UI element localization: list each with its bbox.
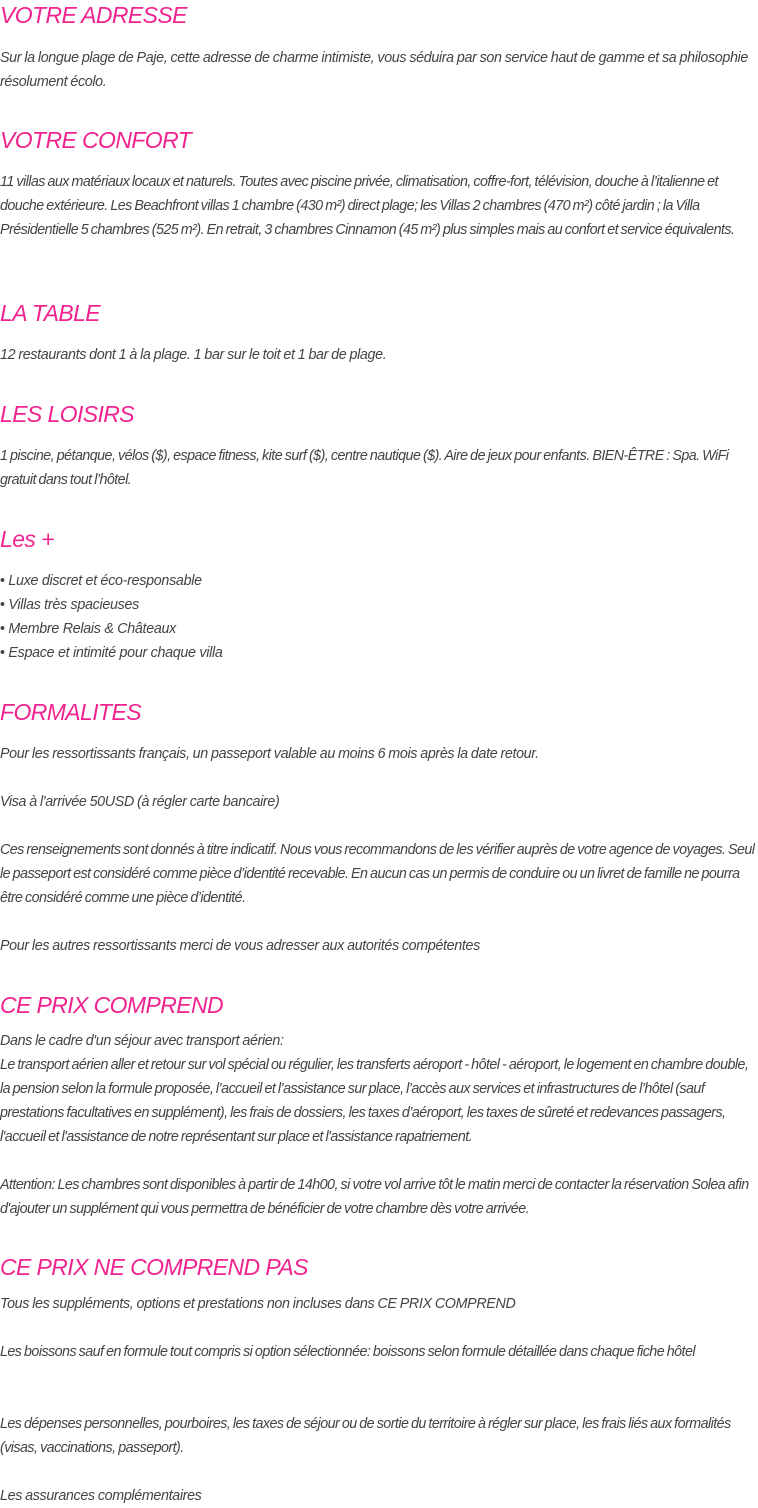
bullet-icon: •	[0, 645, 5, 661]
section-title-formalites: FORMALITES	[0, 699, 141, 725]
ne-comprend-pas-paragraph: Tous les suppléments, options et prestations non incluses dans CE PRIX COMPREND	[0, 1296, 516, 1312]
loisirs-paragraph: 1 piscine, pétanque, vélos ($), espace fitness, kite surf ($), centre nautique ($). Aire de jeux pour enfants. BIEN-ÊTRE : Spa. WiFi gratuit dans tout l’hôtel.	[0, 448, 729, 488]
section-title-loisirs: LES LOISIRS	[0, 401, 135, 427]
list-item: • Luxe discret et éco-responsable	[0, 573, 202, 589]
bullet-icon: •	[0, 573, 5, 589]
section-title-comprend: CE PRIX COMPREND	[0, 992, 223, 1018]
comprend-paragraph: Le transport aérien aller et retour sur vol spécial ou régulier, les transferts aéroport - hôtel - aéroport, le logement en chambre double, la pension selon la formule proposée, l’accueil et l’assistance sur place, l’accès aux services et infrastructures de l’hôtel (sauf prestations facultatives en supplément), les frais de dossiers, les taxes d’aéroport, les taxes de sûreté et redevances passagers, l'accueil et l'assistance de notre représentant sur place et l'assistance rapatriement.	[0, 1057, 749, 1145]
section-title-table: LA TABLE	[0, 300, 101, 326]
section-title-plus: Les +	[0, 526, 54, 552]
ne-comprend-pas-paragraph: Les dépenses personnelles, pourboires, les taxes de séjour ou de sortie du territoire à régler sur place, les frais liés aux formalités (visas, vaccinations, passeport).	[0, 1416, 731, 1456]
formalites-paragraph: Ces renseignements sont donnés à titre indicatif. Nous vous recommandons de les vérifier auprès de votre agence de voyages. Seul le passeport est considéré comme pièce d’identité recevable. En aucun cas un permis de conduire ou un livret de famille ne pourra être considéré comme une pièce d’identité.	[0, 842, 755, 906]
formalites-paragraph: Visa à l'arrivée 50USD (à régler carte bancaire)	[0, 794, 280, 810]
formalites-paragraph: Pour les ressortissants français, un passeport valable au moins 6 mois après la date retour.	[0, 746, 539, 762]
list-item: • Espace et intimité pour chaque villa	[0, 645, 223, 661]
adresse-paragraph: Sur la longue plage de Paje, cette adresse de charme intimiste, vous séduira par son service haut de gamme et sa philosophie résolument écolo.	[0, 50, 748, 90]
section-title-confort: VOTRE CONFORT	[0, 127, 192, 153]
bullet-icon: •	[0, 597, 5, 613]
list-item: • Villas très spacieuses	[0, 597, 140, 613]
list-item: • Membre Relais & Châteaux	[0, 621, 177, 637]
section-title-ne-comprend-pas: CE PRIX NE COMPREND PAS	[0, 1254, 308, 1280]
ne-comprend-pas-paragraph: Les assurances complémentaires	[0, 1488, 202, 1504]
comprend-paragraph: Attention: Les chambres sont disponibles à partir de 14h00, si votre vol arrive tôt le matin merci de contacter la réservation Solea afin d'ajouter un supplément qui vous permettra de bénéficier de votre chambre dès votre arrivée.	[0, 1177, 749, 1217]
highlights-list	[0, 569, 223, 665]
confort-paragraph: 11 villas aux matériaux locaux et naturels. Toutes avec piscine privée, climatisation, coffre-fort, télévision, douche à l’italienne et douche extérieure. Les Beachfront villas 1 chambre (430 m²) direct plage; les Villas 2 chambres (470 m²) côté jardin ; la Villa Présidentielle 5 chambres (525 m²). En retrait, 3 chambres Cinnamon (45 m²) plus simples mais au confort et service équivalents.	[0, 174, 735, 238]
bullet-icon: •	[0, 621, 5, 637]
comprend-paragraph: Dans le cadre d'un séjour avec transport aérien:	[0, 1033, 284, 1049]
section-title-adresse: VOTRE ADRESSE	[0, 2, 187, 28]
table-paragraph: 12 restaurants dont 1 à la plage. 1 bar sur le toit et 1 bar de plage.	[0, 347, 387, 363]
ne-comprend-pas-paragraph: Les boissons sauf en formule tout compris si option sélectionnée: boissons selon formule détaillée dans chaque fiche hôtel	[0, 1344, 695, 1360]
formalites-paragraph: Pour les autres ressortissants merci de vous adresser aux autorités compétentes	[0, 938, 480, 954]
